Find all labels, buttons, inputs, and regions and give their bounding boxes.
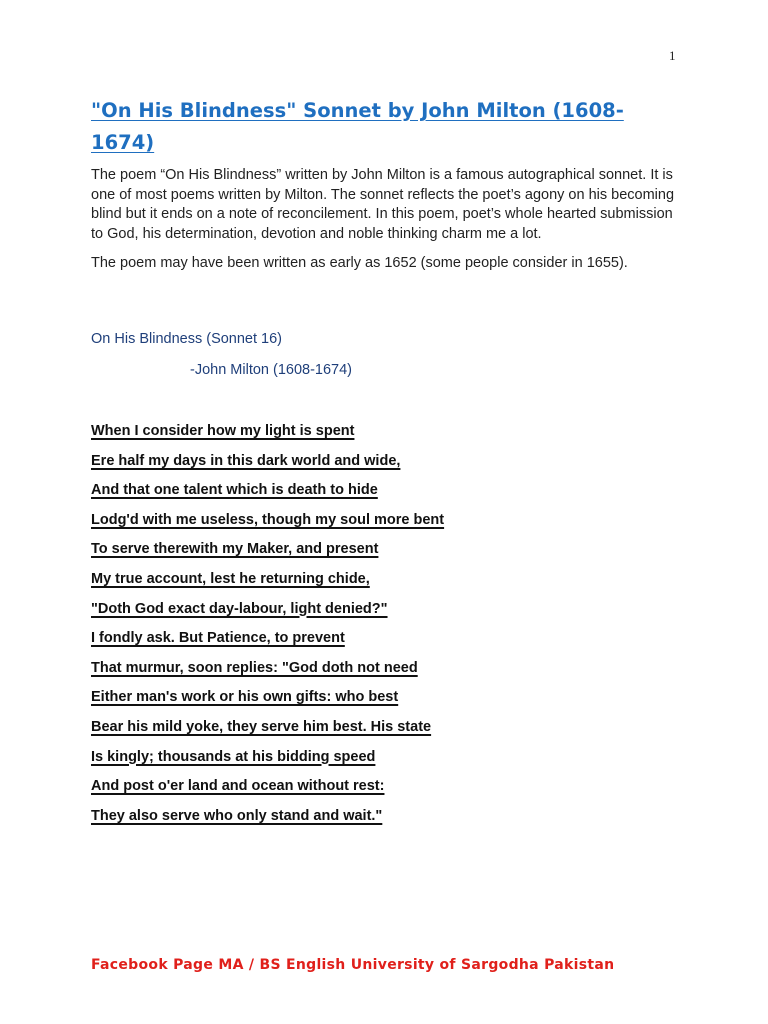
poem-heading: On His Blindness (Sonnet 16): [91, 331, 283, 347]
poem-line: [91, 599, 444, 629]
intro-paragraph-1: The poem “On His Blindness” written by John Milton is a famous autographical sonnet. It is one of most poems written by Milton. The sonnet reflects the poet’s agony on his becoming blind but it ends on a note of reconcilement. In this poem, poet’s whole hearted submission to God, his determination, devotion and noble thinking charm me a lot.: [91, 167, 675, 242]
intro-paragraph-2: The poem may have been written as early as 1652 (some people consider in 1655).: [91, 255, 628, 271]
poem-line-text: Either man's work or his own gifts: who best: [91, 689, 399, 706]
poem-line-text: And that one talent which is death to hide: [91, 482, 378, 499]
footer-text: Facebook Page MA / BS English University of Sargodha Pakistan: [91, 957, 615, 973]
poem-line-text: That murmur, soon replies: "God doth not need: [91, 659, 418, 676]
poem-line-text: Bear his mild yoke, they serve him best. His state: [91, 718, 432, 735]
poem-line-text: They also serve who only stand and wait.": [91, 807, 383, 824]
poem-line: [91, 569, 444, 599]
poem-line: [91, 658, 444, 688]
poem-line-text: Is kingly; thousands at his bidding speed: [91, 748, 376, 765]
poem-line-text: When I consider how my light is spent: [91, 423, 355, 439]
poem-line-text: I fondly ask. But Patience, to prevent: [91, 630, 345, 647]
poem-line: [91, 480, 444, 510]
poem-line: [91, 628, 444, 658]
poem-line-text: My true account, lest he returning chide,: [91, 570, 370, 587]
poem-line: [91, 539, 444, 569]
poem-line: [91, 451, 444, 481]
poem-author: -John Milton (1608-1674): [190, 362, 353, 378]
intro-section: [91, 166, 681, 274]
poem-line-text: And post o'er land and ocean without rest:: [91, 778, 385, 795]
poem-line-text: To serve therewith my Maker, and present: [91, 541, 379, 558]
poem-line: [91, 776, 444, 806]
poem-line-text: Ere half my days in this dark world and wide,: [91, 452, 401, 469]
poem-line: [91, 687, 444, 717]
poem-line: [91, 510, 444, 540]
poem-line-text: "Doth God exact day-labour, light denied?": [91, 600, 388, 617]
poem-line: [91, 421, 444, 451]
poem-line-text: Lodg'd with me useless, though my soul more bent: [91, 511, 445, 528]
page-number: 1: [669, 48, 676, 63]
poem-line: [91, 806, 444, 836]
poem-lines: [91, 421, 444, 835]
document-title: "On His Blindness" Sonnet by John Milton (1608-1674): [91, 99, 624, 154]
poem-line: [91, 747, 444, 777]
poem-line: [91, 717, 444, 747]
